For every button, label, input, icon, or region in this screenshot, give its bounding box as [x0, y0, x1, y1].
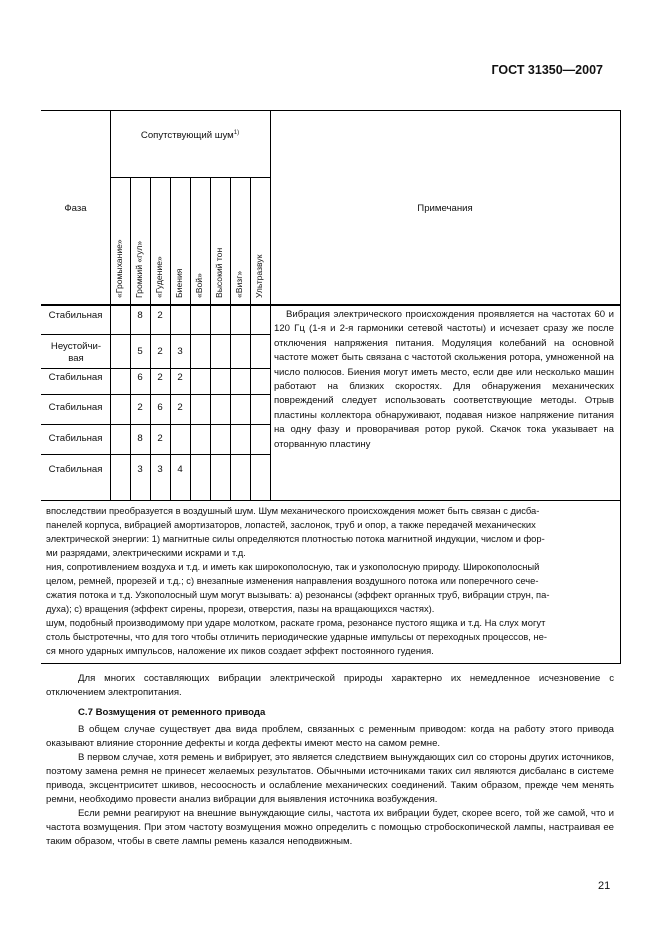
row-border	[41, 454, 270, 455]
table-border	[250, 177, 251, 500]
continuation-line: ния, сопротивлением воздуха и т.д. и иметь как широкополосную, так и узкополосную природу. Широкополосный	[46, 561, 540, 572]
body-text	[46, 672, 614, 849]
value-cell: 5	[137, 346, 143, 357]
value-cell: 8	[137, 310, 143, 321]
table-border	[270, 110, 271, 500]
value-cell: 6	[137, 372, 143, 383]
phase-cell: Стабильная	[48, 402, 103, 413]
phase-cell: Стабильная	[48, 310, 103, 321]
phase-cell: Неустойчи-вая	[50, 341, 102, 364]
table-border	[110, 110, 111, 500]
continuation-line: ся много ударных импульсов, наложение их пиков создает эффект постоянного гудения.	[46, 645, 434, 656]
noise-column-header: «Громыхание»	[114, 239, 124, 298]
table-border	[230, 177, 231, 500]
footnote-mark: 1)	[233, 130, 240, 136]
page-number: 21	[598, 880, 611, 892]
noise-column-header: «Гудение»	[154, 256, 164, 298]
continuation-line: духа); с) вращения (эффект сирены, прорези, отверстия, пазы на вращающихся частях).	[46, 603, 435, 614]
continuation-line: столь быстротечны, что для того чтобы отличить периодические ударные импульсы от переходных процессов, не-	[46, 631, 548, 642]
continuation-line: сжатия потока и т.д. Узкополосный шум могут вызывать: а) резонансы (эффект органных труб, вибрации струн, па-	[46, 589, 550, 600]
continuation-line: впоследствии преобразуется в воздушный шум. Шум механического происхождения может быть связан с дисба-	[46, 505, 540, 516]
row-border	[41, 334, 270, 335]
table-border	[41, 304, 620, 306]
table-border	[41, 110, 620, 111]
value-cell: 2	[157, 346, 163, 357]
phase-cell: Стабильная	[48, 372, 103, 383]
table-border	[150, 177, 151, 500]
paragraph: В первом случае, хотя ремень и вибрирует, это является следствием вынуждающих сил со стороны других источников, поэтому замена ремня не принесет желаемых результатов. Обычными источниками таких сил являются дисбаланс в системе привода, эксцентриситет шкивов, несоосность и ослабление механических соединений. Таким образом, прежде чем менять ремни, необходимо провести анализ вибрации для выявления источника возбуждения.	[46, 752, 614, 805]
paragraph: Если ремни реагируют на внешние вынуждающие силы, частота их вибрации будет, скорее всего, той же самой, что и частота возмущения. При этом частоту возмущения можно определить с помощью стробоскопической лампы, настраивая ее таким образом, чтобы в свете лампы ремень казался неподвижным.	[46, 808, 614, 847]
header-noise-group	[110, 130, 270, 141]
noise-column-header: Ультразвук	[254, 254, 264, 298]
header-notes: Примечания	[417, 203, 473, 214]
continuation-line: ми разрядами, электрическими искрами и т.д.	[46, 547, 246, 558]
table-border	[620, 110, 621, 664]
continuation-line: шум, подобный производимому при ударе молотком, раскате грома, резонансе пустого ящика и т.д. На слух могут	[46, 617, 546, 628]
value-cell: 2	[157, 310, 163, 321]
table-note: Вибрация электрического происхождения проявляется на частотах 60 и 120 Гц (1-я и 2-я гармоники сетевой частоты) и исчезает сразу же после отключения напряжения питания. Модуляция колебаний на основной частоте может быть связана с частотой скольжения ротора, умноженной на число полюсов. Биения могут иметь место, если две или несколько машин работают на близких скоростях. Для обнаружения механических повреждений следует использовать соответствующие методы. Отрыв пластины коллектора обнаруживают, подавая низкое напряжение питания на одну фазу и проворачивая ротор рукой. Скачок тока указывает на оторванную пластину	[274, 309, 614, 450]
phase-cell: Стабильная	[48, 433, 103, 444]
table-continuation	[46, 504, 614, 658]
value-cell: 4	[177, 464, 183, 475]
row-border	[41, 424, 270, 425]
row-border	[41, 394, 270, 395]
table-border	[41, 663, 621, 664]
table-border	[41, 500, 620, 501]
value-cell: 2	[157, 433, 163, 444]
phase-cell: Стабильная	[48, 464, 103, 475]
value-cell: 6	[157, 402, 163, 413]
header-noise-label: Сопутствующий шум	[140, 130, 234, 142]
noise-column-header: Громкий «гул»	[134, 240, 144, 298]
paragraph: Для многих составляющих вибрации электрической природы характерно их немедленное исчезновение с отключением электропитания.	[46, 673, 614, 698]
table-border	[170, 177, 171, 500]
value-cell: 2	[177, 372, 183, 383]
noise-column-header: Высокий тон	[214, 247, 224, 298]
continuation-line: электрической энергии: 1) магнитные силы определяются плотностью потока магнитной индукции, числом и фор-	[46, 533, 545, 544]
noise-column-header: «Визг»	[234, 270, 244, 298]
continuation-line: панелей корпуса, вибрацией амортизаторов, лопастей, заслонок, труб и опор, а также передачей механических	[46, 519, 536, 530]
value-cell: 3	[157, 464, 163, 475]
table-border	[130, 177, 131, 500]
value-cell: 3	[137, 464, 143, 475]
noise-column-header: Биения	[174, 268, 184, 298]
paragraph: В общем случае существует два вида проблем, связанных с ременным приводом: когда на работу этого привода оказывают влияние сторонние дефекты и когда дефекты имеют место на самом ремне.	[46, 724, 614, 749]
row-border	[41, 368, 270, 369]
continuation-line: целом, ремней, прорезей и т.д.; с) внезапные изменения направления воздушного потока или поперечного сече-	[46, 575, 539, 586]
table-border	[190, 177, 191, 500]
value-cell: 2	[137, 402, 143, 413]
value-cell: 8	[137, 433, 143, 444]
document-id: ГОСТ 31350—2007	[491, 63, 603, 77]
table-border	[210, 177, 211, 500]
section-title: С.7 Возмущения от ременного привода	[78, 707, 266, 718]
header-phase: Фаза	[64, 203, 87, 214]
noise-column-header: «Вой»	[194, 273, 204, 298]
value-cell: 2	[157, 372, 163, 383]
value-cell: 2	[177, 402, 183, 413]
value-cell: 3	[177, 346, 183, 357]
